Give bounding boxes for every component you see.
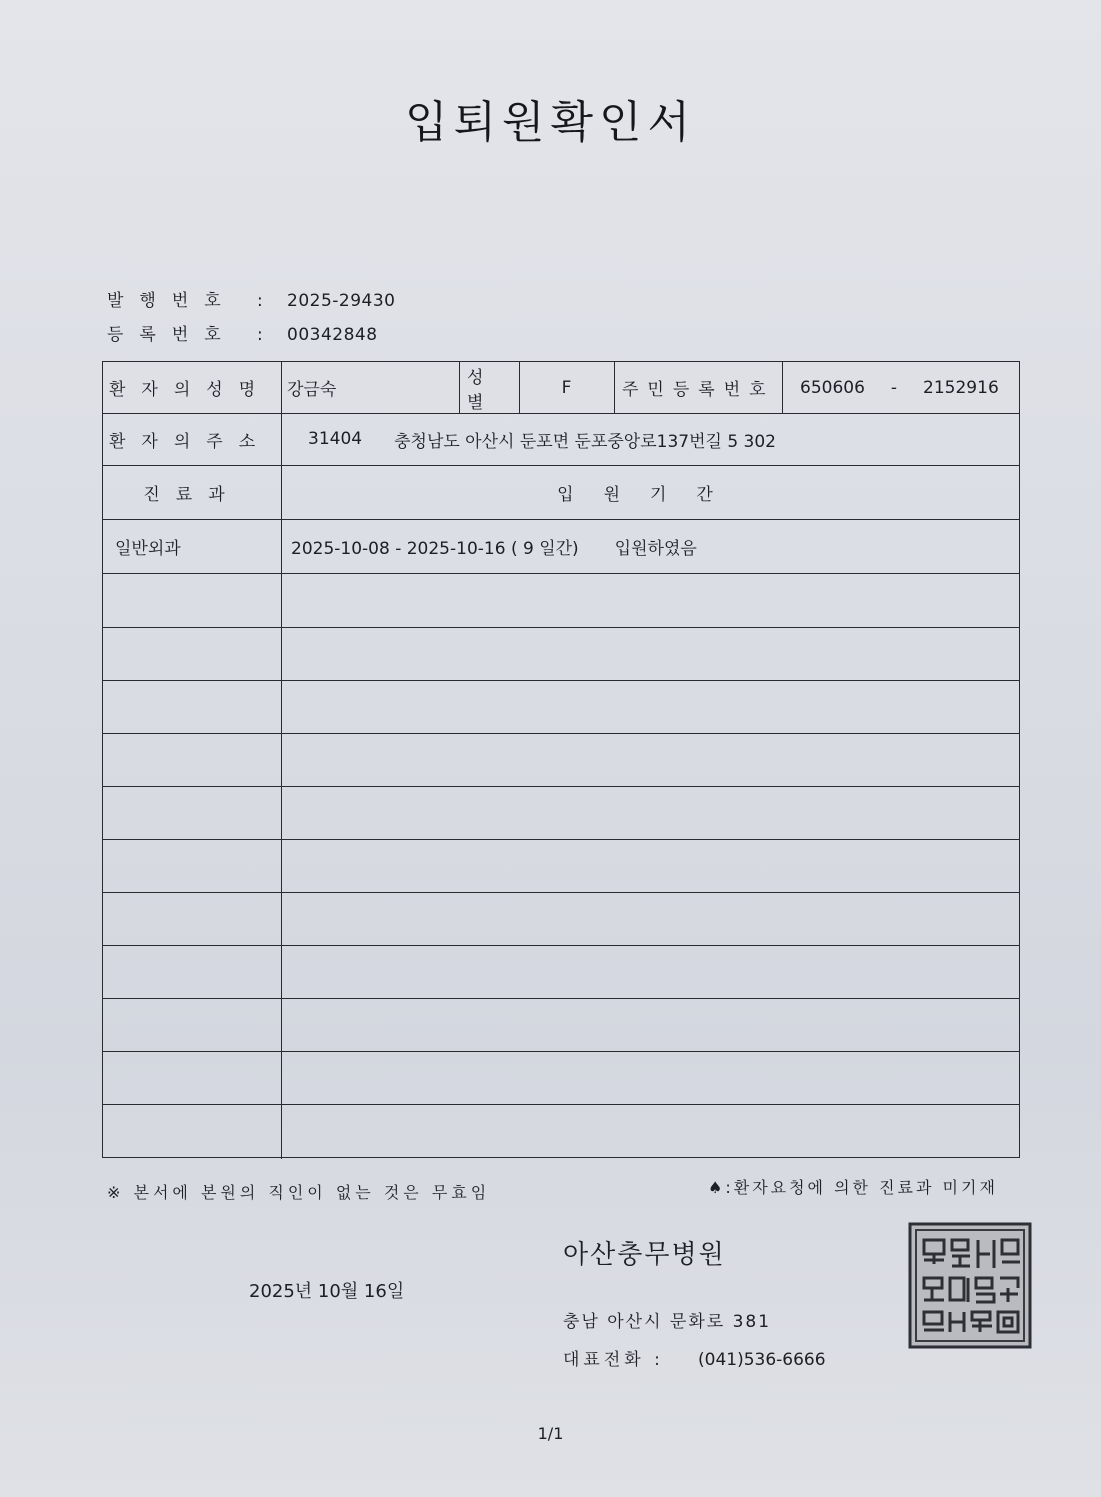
admission-table — [102, 361, 1020, 1158]
period-value — [291, 519, 1011, 573]
period-header: 입원기간 — [557, 484, 743, 505]
sex-label: 성별 — [467, 367, 500, 413]
hospital-name: 아산충무병원 — [563, 1240, 726, 1270]
patient-name-value: 강금숙 — [287, 380, 337, 400]
phone-value: (041)536-6666 — [698, 1350, 826, 1370]
table-line — [103, 839, 1019, 840]
admission-status: 입원하였음 — [614, 538, 697, 559]
table-line — [103, 733, 1019, 734]
postal-code: 31404 — [308, 429, 363, 449]
address-text: 충청남도 아산시 둔포면 둔포중앙로137번길 5 302 — [394, 431, 776, 452]
table-line — [103, 627, 1019, 628]
table-line — [103, 1104, 1019, 1105]
table-line — [103, 680, 1019, 681]
issue-number-value: 2025-29430 — [287, 291, 396, 311]
phone-label: 대표전화 : — [563, 1350, 664, 1370]
page-number: 1/1 — [537, 1424, 564, 1443]
table-line — [459, 362, 460, 413]
issue-number-row — [107, 286, 395, 311]
validity-note: ※ 본서에 본원의 직인이 없는 것은 무효임 — [107, 1183, 491, 1202]
table-line — [614, 362, 615, 413]
seal-graphic — [908, 1222, 1032, 1349]
table-line — [103, 1051, 1019, 1052]
table-line — [782, 362, 783, 413]
registration-number-label: 등록번호 — [107, 325, 237, 345]
address-label: 환자의주소 — [109, 431, 272, 452]
table-line — [103, 892, 1019, 893]
table-line — [103, 998, 1019, 999]
address-value — [308, 413, 1008, 465]
rrn-dash: - — [890, 377, 898, 398]
department-note: ♠:환자요청에 의한 진료과 미기재 — [708, 1178, 998, 1197]
hospital-seal-stamp — [908, 1222, 1032, 1349]
document-title: 입퇴원확인서 — [404, 97, 697, 148]
rrn-value — [800, 362, 1015, 413]
dept-header: 진료과 — [143, 484, 241, 505]
rrn-back: 2152916 — [923, 377, 999, 398]
patient-name-label: 환자의성명 — [109, 380, 272, 400]
registration-number-value: 00342848 — [287, 325, 378, 345]
table-line — [103, 945, 1019, 946]
registration-number-colon: : — [257, 325, 263, 345]
table-line — [103, 573, 1019, 574]
registration-number-row — [107, 320, 378, 345]
period-dates: 2025-10-08 - 2025-10-16 ( 9 일간) — [291, 538, 579, 559]
sex-value: F — [561, 377, 572, 398]
issue-number-label: 발행번호 — [107, 291, 237, 311]
hospital-phone-row — [563, 1345, 826, 1370]
dept-value: 일반외과 — [115, 538, 181, 559]
issue-date: 2025년 10월 16일 — [249, 1281, 405, 1302]
table-line — [103, 786, 1019, 787]
rrn-label: 주민등록번호 — [622, 380, 775, 400]
issue-number-colon: : — [257, 291, 263, 311]
rrn-front: 650606 — [800, 377, 865, 398]
hospital-address: 충남 아산시 문화로 381 — [563, 1312, 772, 1332]
